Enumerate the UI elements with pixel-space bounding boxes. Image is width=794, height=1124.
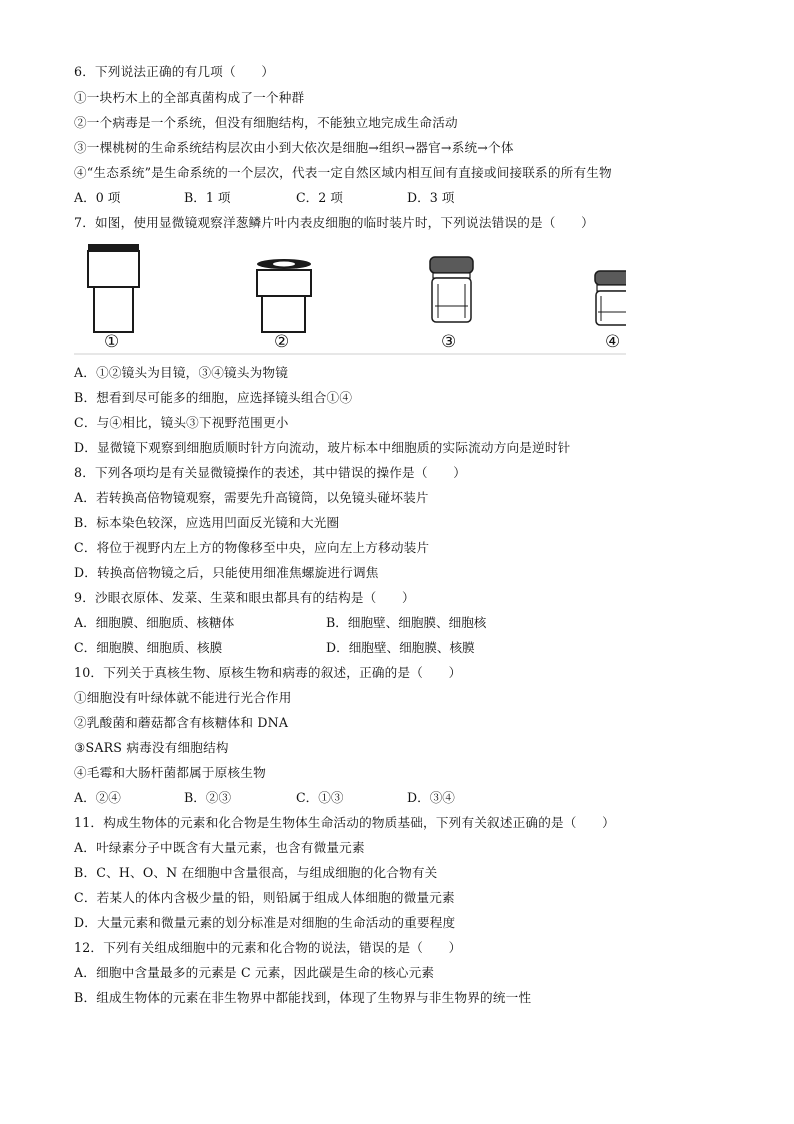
q10-statement-2: ②乳酸菌和蘑菇都含有核糖体和 DNA <box>74 715 289 730</box>
lens-label-2: ② <box>274 332 290 352</box>
q12-option-b: B．组成生物体的元素在非生物界中都能找到，体现了生物界与非生物界的统一性 <box>74 990 532 1005</box>
q6-statement-2: ②一个病毒是一个系统，但没有细胞结构，不能独立地完成生命活动 <box>74 115 458 130</box>
q11-option-d: D．大量元素和微量元素的划分标准是对细胞的生命活动的重要程度 <box>74 915 456 930</box>
q9-option-b: B．细胞壁、细胞膜、细胞核 <box>326 615 487 630</box>
q10-statement-3: ③SARS 病毒没有细胞结构 <box>74 740 229 755</box>
q7-option-b: B．想看到尽可能多的细胞，应选择镜头组合①④ <box>74 390 353 405</box>
lens-1-eyepiece-long <box>88 244 139 332</box>
q10-option-d: D．③④ <box>407 790 455 805</box>
q7-stem: 7．如图，使用显微镜观察洋葱鳞片叶内表皮细胞的临时装片时，下列说法错误的是（ ） <box>74 215 594 230</box>
q8-option-a: A．若转换高倍物镜观察，需要先升高镜筒，以免镜头碰坏装片 <box>74 490 429 505</box>
q8-stem: 8．下列各项均是有关显微镜操作的表述，其中错误的操作是（ ） <box>74 465 467 480</box>
q6-option-a: A．0 项 <box>74 190 121 205</box>
q6-statement-4: ④“生态系统”是生命系统的一个层次，代表一定自然区域内相互间有直接或间接联系的所有生物 <box>74 165 612 180</box>
q6-statement-3: ③一棵桃树的生命系统结构层次由小到大依次是细胞→组织→器官→系统→个体 <box>74 140 514 155</box>
lens-2-eyepiece-short <box>257 259 311 332</box>
q9-option-d: D．细胞壁、细胞膜、核膜 <box>326 640 475 655</box>
q6-statement-1: ①一块朽木上的全部真菌构成了一个种群 <box>74 90 305 105</box>
lens-3-objective-long <box>430 257 473 322</box>
lens-label-3: ③ <box>441 332 457 352</box>
q10-statement-1: ①细胞没有叶绿体就不能进行光合作用 <box>74 690 292 705</box>
q6-option-c: C．2 项 <box>296 190 343 205</box>
q12-stem: 12．下列有关组成细胞中的元素和化合物的说法，错误的是（ ） <box>74 940 462 955</box>
q7-option-c: C．与④相比，镜头③下视野范围更小 <box>74 415 289 430</box>
q12-option-a: A．细胞中含量最多的元素是 C 元素，因此碳是生命的核心元素 <box>74 965 435 980</box>
lens-label-1: ① <box>104 332 120 352</box>
q10-option-b: B．②③ <box>184 790 232 805</box>
q11-stem: 11．构成生物体的元素和化合物是生物体生命活动的物质基础，下列有关叙述正确的是（ ） <box>74 815 615 830</box>
q8-option-d: D．转换高倍物镜之后，只能使用细准焦螺旋进行调焦 <box>74 565 379 580</box>
q11-option-c: C．若某人的体内含极少量的铅，则铅属于组成人体细胞的微量元素 <box>74 890 455 905</box>
q6-option-b: B．1 项 <box>184 190 231 205</box>
q10-stem: 10．下列关于真核生物、原核生物和病毒的叙述，正确的是（ ） <box>74 665 462 680</box>
q6-option-d: D．3 项 <box>407 190 455 205</box>
lens-4-objective-short <box>595 271 626 325</box>
microscope-lens-figure <box>74 240 626 356</box>
q7-option-d: D．显微镜下观察到细胞质顺时针方向流动，玻片标本中细胞质的实际流动方向是逆时针 <box>74 440 571 455</box>
q11-option-a: A．叶绿素分子中既含有大量元素，也含有微量元素 <box>74 840 365 855</box>
q6-stem: 6．下列说法正确的有几项（ ） <box>74 64 275 79</box>
q10-statement-4: ④毛霉和大肠杆菌都属于原核生物 <box>74 765 266 780</box>
lens-drawings <box>74 240 626 356</box>
q9-stem: 9．沙眼衣原体、发菜、生菜和眼虫都具有的结构是（ ） <box>74 590 415 605</box>
q9-option-a: A．细胞膜、细胞质、核糖体 <box>74 615 235 630</box>
q11-option-b: B．C、H、O、N 在细胞中含量很高，与组成细胞的化合物有关 <box>74 865 438 880</box>
q7-option-a: A．①②镜头为目镜，③④镜头为物镜 <box>74 365 288 380</box>
q10-option-c: C．①③ <box>296 790 344 805</box>
q10-option-a: A．②④ <box>74 790 121 805</box>
q9-option-c: C．细胞膜、细胞质、核膜 <box>74 640 223 655</box>
lens-label-4: ④ <box>605 332 621 352</box>
q8-option-b: B．标本染色较深，应选用凹面反光镜和大光圈 <box>74 515 340 530</box>
q8-option-c: C．将位于视野内左上方的物像移至中央，应向左上方移动装片 <box>74 540 430 555</box>
